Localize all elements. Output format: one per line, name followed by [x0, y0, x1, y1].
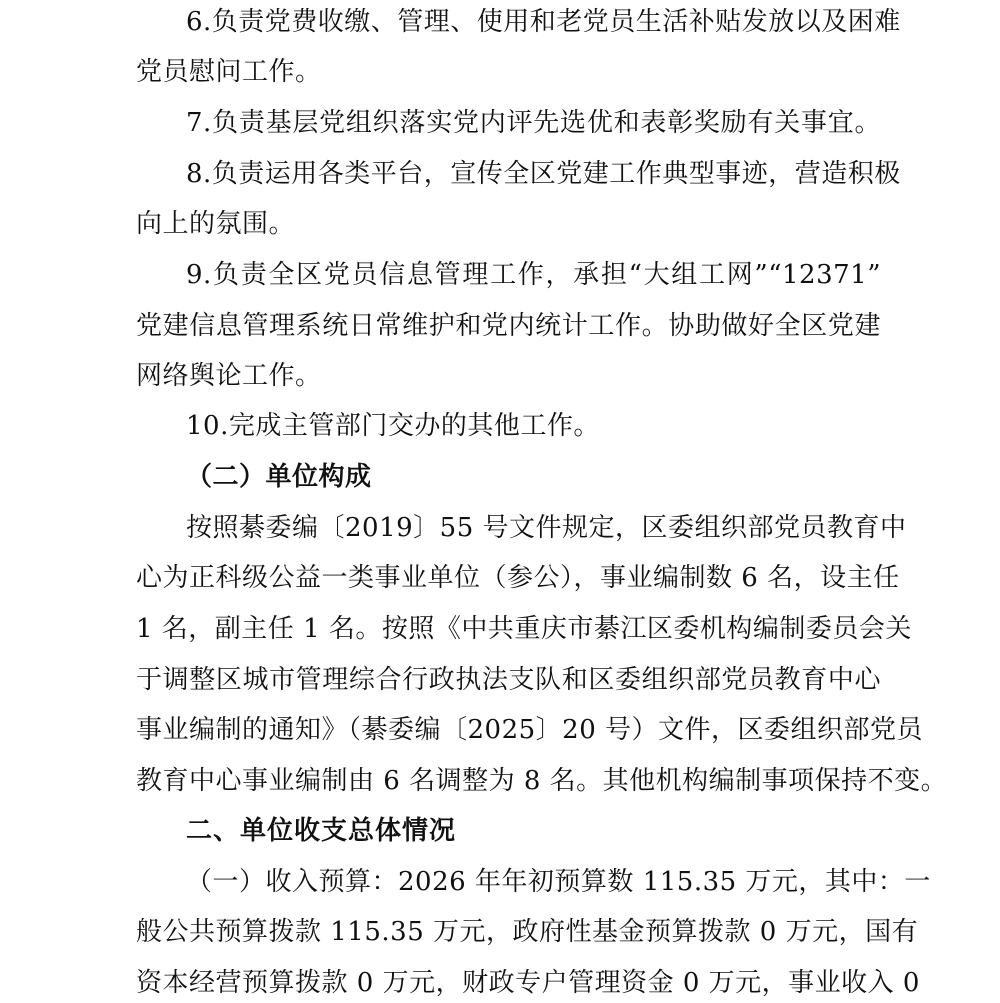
income-line-2: 般公共预算拨款 115.35 万元，政府性基金预算拨款 0 万元，国有	[136, 917, 919, 947]
item-9-line-3: 网络舆论工作。	[136, 361, 322, 391]
composition-line-6: 教育中心事业编制由 6 名调整为 8 名。其他机构编制事项保持不变。	[136, 766, 948, 796]
composition-line-5: 事业编制的通知》（綦委编〔2025〕20 号）文件，区委组织部党员	[136, 715, 924, 745]
item-6-line-2: 党员慰问工作。	[136, 57, 322, 87]
composition-line-3: 1 名，副主任 1 名。按照《中共重庆市綦江区委机构编制委员会关	[136, 614, 912, 644]
income-line-1: （一）收入预算：2026 年年初预算数 115.35 万元，其中：一	[186, 867, 931, 897]
item-9-line-2: 党建信息管理系统日常维护和党内统计工作。协助做好全区党建	[136, 311, 881, 341]
item-10-line-1: 10.完成主管部门交办的其他工作。	[186, 411, 600, 441]
composition-line-4: 于调整区城市管理综合行政执法支队和区委组织部党员教育中心	[136, 665, 881, 695]
item-6-line-1: 6.负责党费收缴、管理、使用和老党员生活补贴发放以及困难	[186, 7, 901, 37]
item-8-line-2: 向上的氛围。	[136, 209, 296, 239]
item-8-line-1: 8.负责运用各类平台，宣传全区党建工作典型事迹，营造积极	[186, 159, 901, 189]
item-9-line-1: 9.负责全区党员信息管理工作，承担“大组工网”“12371”	[186, 260, 881, 290]
composition-line-2: 心为正科级公益一类事业单位（参公），事业编制数 6 名，设主任	[136, 563, 900, 593]
item-7-line-1: 7.负责基层党组织落实党内评先选优和表彰奖励有关事宜。	[186, 108, 881, 138]
section-heading-unit-composition: （二）单位构成	[186, 462, 372, 492]
section-heading-income-expenditure: 二、单位收支总体情况	[186, 816, 457, 846]
income-line-3: 资本经营预算拨款 0 万元，财政专户管理资金 0 万元，事业收入 0	[136, 968, 920, 998]
composition-line-1: 按照綦委编〔2019〕55 号文件规定，区委组织部党员教育中	[186, 513, 907, 543]
